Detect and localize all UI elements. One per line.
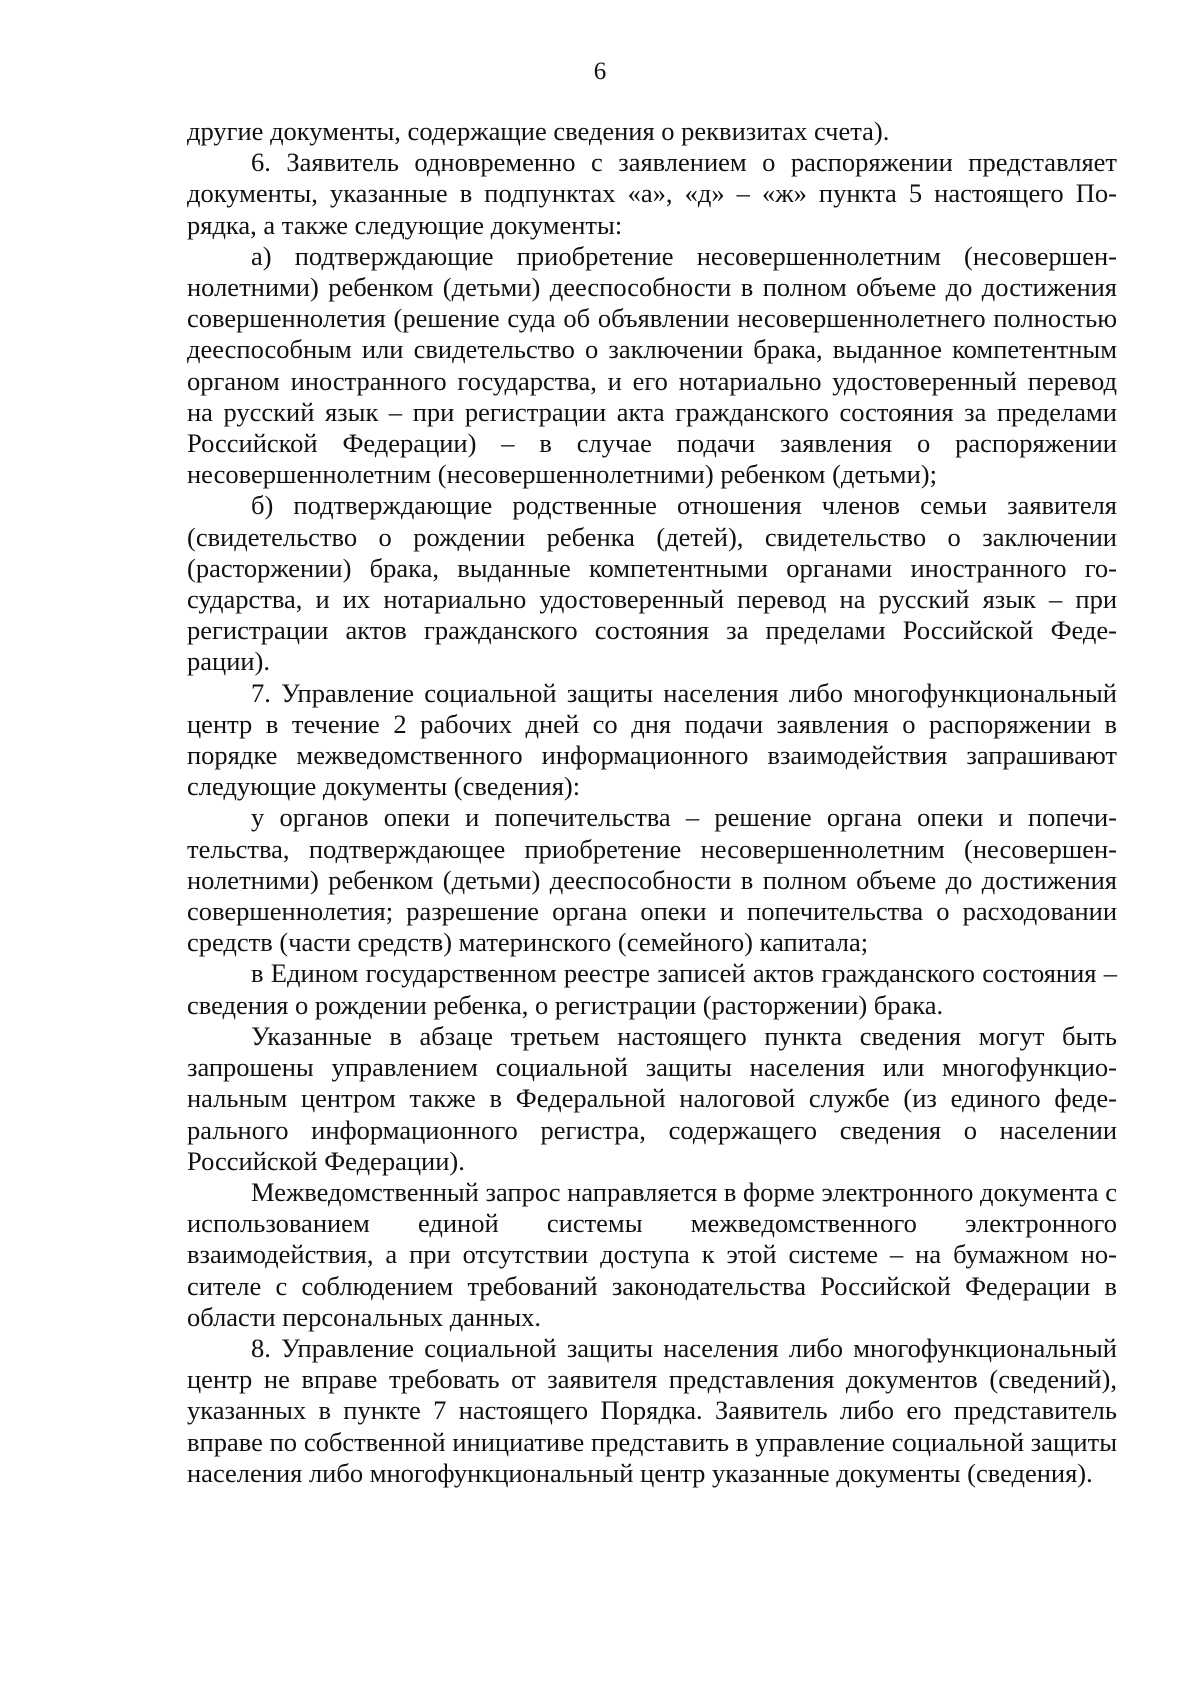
page-number: 6	[593, 58, 607, 85]
paragraph-civil-registry: в Едином государственном реестре записей актов гражданского состояния – сведения о рождении ребенка, о регистрации (расторжении) брака.	[187, 958, 1117, 1020]
paragraph-item-8: 8. Управление социальной защиты населения либо многофункциональный центр не вправе требовать от заявителя представления документов (сведений), указанных в пункте 7 настоящего Порядка. Заявитель либо его представитель вправе по собственной инициативе представить в управление социальной защиты населения либо многофункциональный центр указанные документы (сведения).	[187, 1332, 1117, 1488]
paragraph-continuation: другие документы, содержащие сведения о реквизитах счета).	[187, 116, 890, 146]
paragraph-guardianship-bodies: у органов опеки и попечительства – решение органа опеки и попечительства, подтверждающее приобретение несовершеннолетним (несовершеннолетними) ребенком (детьми) дееспособности в полном объеме до достижения совершеннолетия; разрешение органа опеки и попечительства о расходовании средств (части средств) материнского (семейного) капитала;	[187, 802, 1117, 958]
paragraph-item-7: 7. Управление социальной защиты населения либо многофункциональный центр в течение 2 рабочих дней со дня подачи заявления о распоряжении в порядке межведомственного информационного взаимодействия запрашивают следующие документы (сведения):	[187, 677, 1117, 802]
paragraph-tax-service: Указанные в абзаце третьем настоящего пункта сведения могут быть запрошены управлением социальной защиты населения или многофункциональным центром также в Федеральной налоговой службе (из единого федерального информационного регистра, содержащего сведения о населении Российской Федерации).	[187, 1020, 1117, 1176]
paragraph-subitem-a: а) подтверждающие приобретение несовершеннолетним (несовершеннолетними) ребенком (детьми) дееспособности в полном объеме до достижения совершеннолетия (решение суда об объявлении несовершеннолетнего полностью дееспособным или свидетельство о заключении брака, выданное компетентным органом иностранного государства, и его нотариально удостоверенный перевод на русский язык – при регистрации акта гражданского состояния за пределами Российской Федерации) – в случае подачи заявления о распоряжении несовершеннолетним (несовершеннолетними) ребенком (детьми);	[187, 240, 1117, 490]
paragraph-interagency-request: Межведомственный запрос направляется в форме электронного документа с использованием единой системы межведомственного электронного взаимодействия, а при отсутствии доступа к этой системе – на бумажном носителе с соблюдением требований законодательства Российской Федерации в области персональных данных.	[187, 1176, 1117, 1332]
paragraph-item-6: 6. Заявитель одновременно с заявлением о распоряжении представляет документы, указанные в подпунктах «а», «д» – «ж» пункта 5 настоящего Порядка, а также следующие документы:	[187, 147, 1117, 240]
paragraph-subitem-b: б) подтверждающие родственные отношения членов семьи заявителя (свидетельство о рождении ребенка (детей), свидетельство о заключении (расторжении) брака, выданные компетентными органами иностранного государства, и их нотариально удостоверенный перевод на русский язык – при регистрации актов гражданского состояния за пределами Российской Федерации).	[187, 490, 1117, 677]
document-body	[187, 116, 1117, 1489]
